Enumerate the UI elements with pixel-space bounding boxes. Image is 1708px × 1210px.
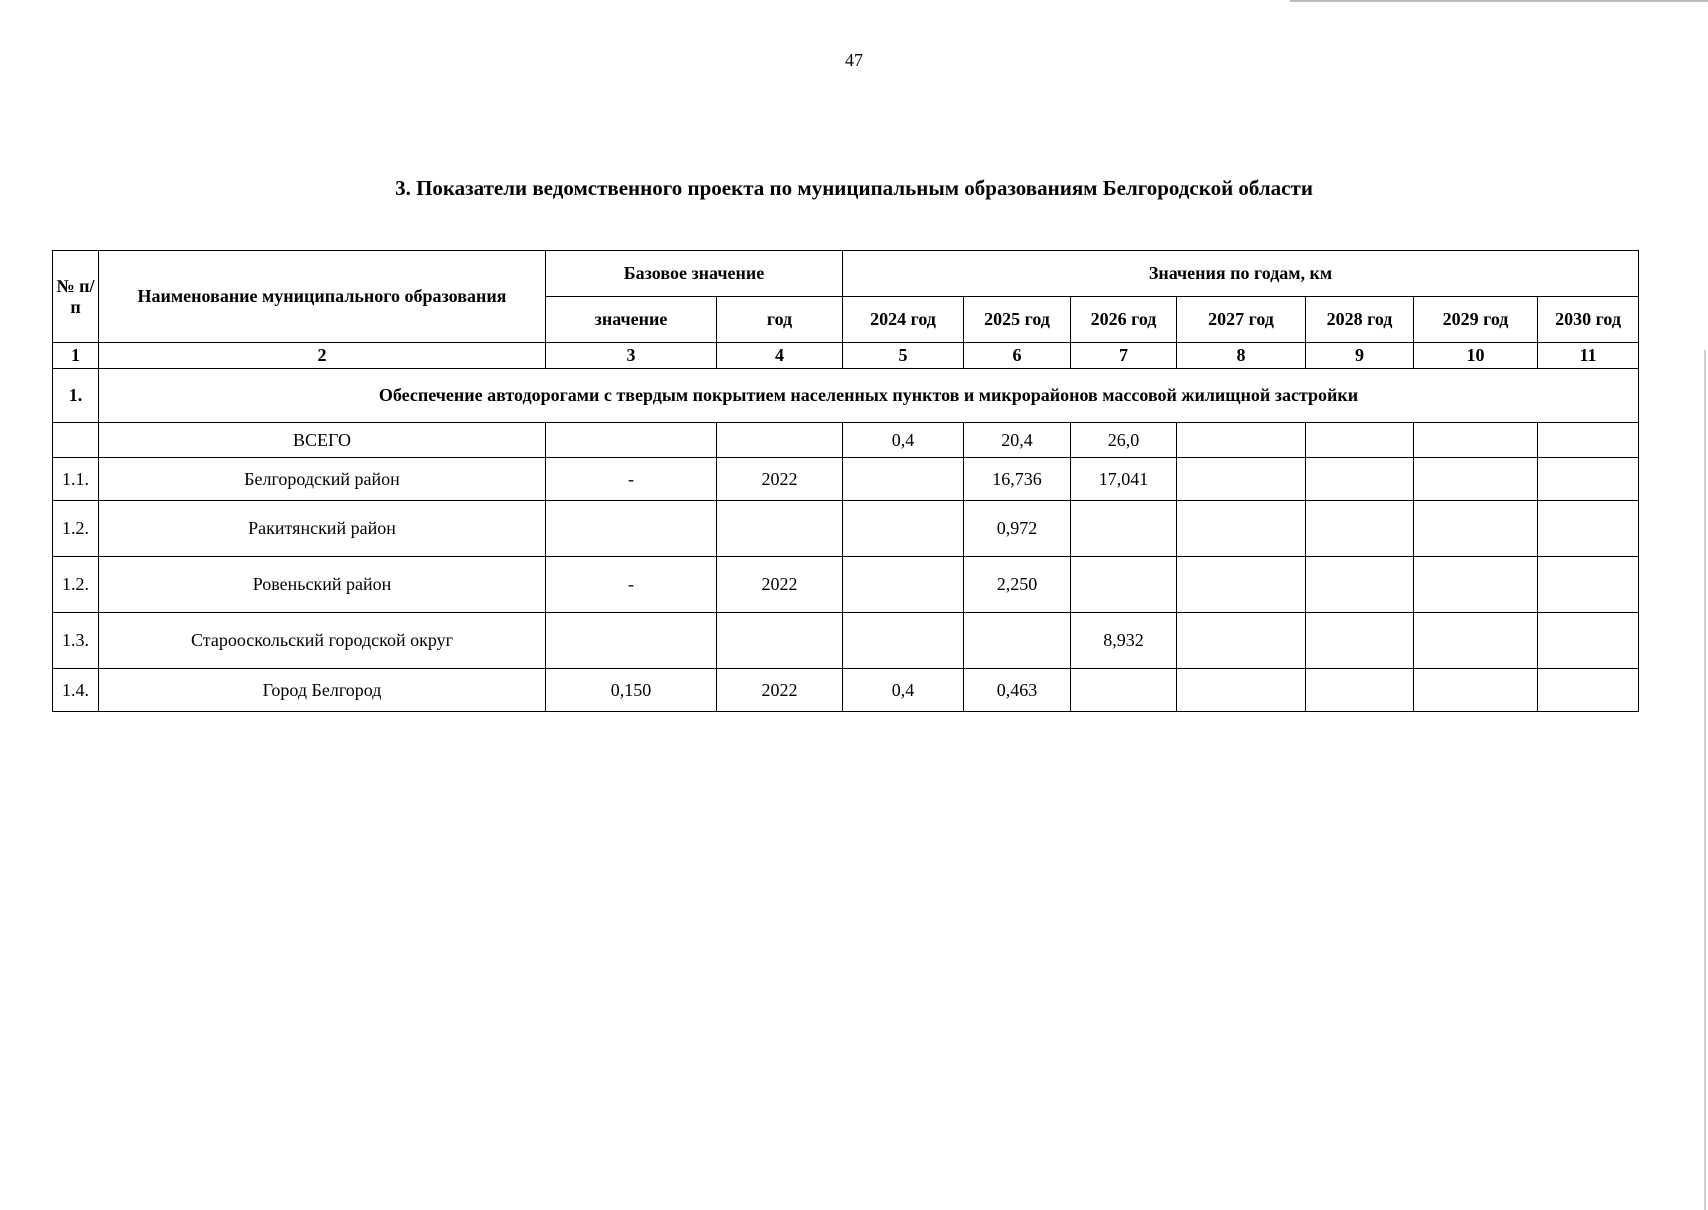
table-row — [53, 613, 1639, 669]
value-2027 — [1177, 613, 1306, 669]
value-2028 — [1306, 501, 1414, 557]
row-name: Город Белгород — [99, 669, 546, 712]
total-row — [53, 423, 1639, 458]
value-2028 — [1306, 423, 1414, 458]
value-2027 — [1177, 557, 1306, 613]
header-base-group: Базовое значение — [546, 251, 843, 297]
value-2028 — [1306, 458, 1414, 501]
base-value-cell: - — [546, 557, 717, 613]
value-2024: 0,4 — [843, 669, 964, 712]
value-2025: 0,463 — [964, 669, 1071, 712]
value-2025: 20,4 — [964, 423, 1071, 458]
column-number: 2 — [99, 343, 546, 369]
value-2029 — [1414, 501, 1538, 557]
value-2024 — [843, 458, 964, 501]
section-row — [53, 369, 1639, 423]
table-row — [53, 458, 1639, 501]
value-2030 — [1538, 669, 1639, 712]
base-year-cell: 2022 — [717, 557, 843, 613]
table-row — [53, 501, 1639, 557]
value-2024: 0,4 — [843, 423, 964, 458]
page-title: 3. Показатели ведомственного проекта по муниципальным образованиям Белгородской области — [395, 176, 1313, 200]
row-name: Белгородский район — [99, 458, 546, 501]
value-2027 — [1177, 458, 1306, 501]
value-2029 — [1414, 669, 1538, 712]
header-year-2026: 2026 год — [1071, 297, 1177, 343]
value-2026 — [1071, 669, 1177, 712]
header-year-2029: 2029 год — [1414, 297, 1538, 343]
base-year-cell: 2022 — [717, 458, 843, 501]
column-number: 8 — [1177, 343, 1306, 369]
value-2026 — [1071, 501, 1177, 557]
header-year-2024: 2024 год — [843, 297, 964, 343]
value-2024 — [843, 557, 964, 613]
value-2025 — [964, 613, 1071, 669]
header-year-2028: 2028 год — [1306, 297, 1414, 343]
value-2029 — [1414, 613, 1538, 669]
header-year-2030: 2030 год — [1538, 297, 1639, 343]
row-number: 1.3. — [53, 613, 99, 669]
row-number: 1.1. — [53, 458, 99, 501]
indicators-table — [52, 250, 1639, 712]
column-number: 3 — [546, 343, 717, 369]
base-value-cell — [546, 423, 717, 458]
row-number: 1.4. — [53, 669, 99, 712]
value-2026: 8,932 — [1071, 613, 1177, 669]
column-number: 5 — [843, 343, 964, 369]
base-value-cell: 0,150 — [546, 669, 717, 712]
value-2029 — [1414, 423, 1538, 458]
page-number: 47 — [845, 50, 863, 70]
column-number: 7 — [1071, 343, 1177, 369]
table-row — [53, 557, 1639, 613]
row-name: Ракитянский район — [99, 501, 546, 557]
value-2030 — [1538, 423, 1639, 458]
column-number: 11 — [1538, 343, 1639, 369]
value-2028 — [1306, 557, 1414, 613]
row-number: 1.2. — [53, 557, 99, 613]
value-2026 — [1071, 557, 1177, 613]
header-year-2027: 2027 год — [1177, 297, 1306, 343]
header-year-2025: 2025 год — [964, 297, 1071, 343]
base-year-cell: 2022 — [717, 669, 843, 712]
column-number: 10 — [1414, 343, 1538, 369]
column-number: 1 — [53, 343, 99, 369]
column-number: 6 — [964, 343, 1071, 369]
column-numbers-row — [53, 343, 1639, 369]
row-name: Ровеньский район — [99, 557, 546, 613]
header-base-year: год — [717, 297, 843, 343]
row-name: ВСЕГО — [99, 423, 546, 458]
header-name: Наименование муниципального образования — [99, 251, 546, 343]
value-2024 — [843, 501, 964, 557]
value-2026: 17,041 — [1071, 458, 1177, 501]
table-row — [53, 669, 1639, 712]
section-title: Обеспечение автодорогами с твердым покрытием населенных пунктов и микрорайонов массовой жилищной застройки — [99, 369, 1639, 423]
row-number: 1.2. — [53, 501, 99, 557]
value-2025: 16,736 — [964, 458, 1071, 501]
value-2025: 0,972 — [964, 501, 1071, 557]
value-2029 — [1414, 458, 1538, 501]
base-value-cell: - — [546, 458, 717, 501]
base-year-cell — [717, 423, 843, 458]
header-base-value: значение — [546, 297, 717, 343]
base-value-cell — [546, 613, 717, 669]
column-number: 9 — [1306, 343, 1414, 369]
base-value-cell — [546, 501, 717, 557]
value-2030 — [1538, 557, 1639, 613]
row-name: Старооскольский городской округ — [99, 613, 546, 669]
value-2030 — [1538, 458, 1639, 501]
value-2025: 2,250 — [964, 557, 1071, 613]
value-2026: 26,0 — [1071, 423, 1177, 458]
value-2030 — [1538, 501, 1639, 557]
base-year-cell — [717, 501, 843, 557]
value-2027 — [1177, 423, 1306, 458]
value-2028 — [1306, 669, 1414, 712]
scan-edge-top — [1290, 0, 1708, 2]
scan-edge-right — [1704, 350, 1706, 1210]
value-2028 — [1306, 613, 1414, 669]
header-years-group: Значения по годам, км — [843, 251, 1639, 297]
base-year-cell — [717, 613, 843, 669]
row-number — [53, 423, 99, 458]
value-2030 — [1538, 613, 1639, 669]
value-2024 — [843, 613, 964, 669]
value-2029 — [1414, 557, 1538, 613]
section-number: 1. — [53, 369, 99, 423]
value-2027 — [1177, 669, 1306, 712]
header-num: № п/п — [53, 251, 99, 343]
value-2027 — [1177, 501, 1306, 557]
column-number: 4 — [717, 343, 843, 369]
